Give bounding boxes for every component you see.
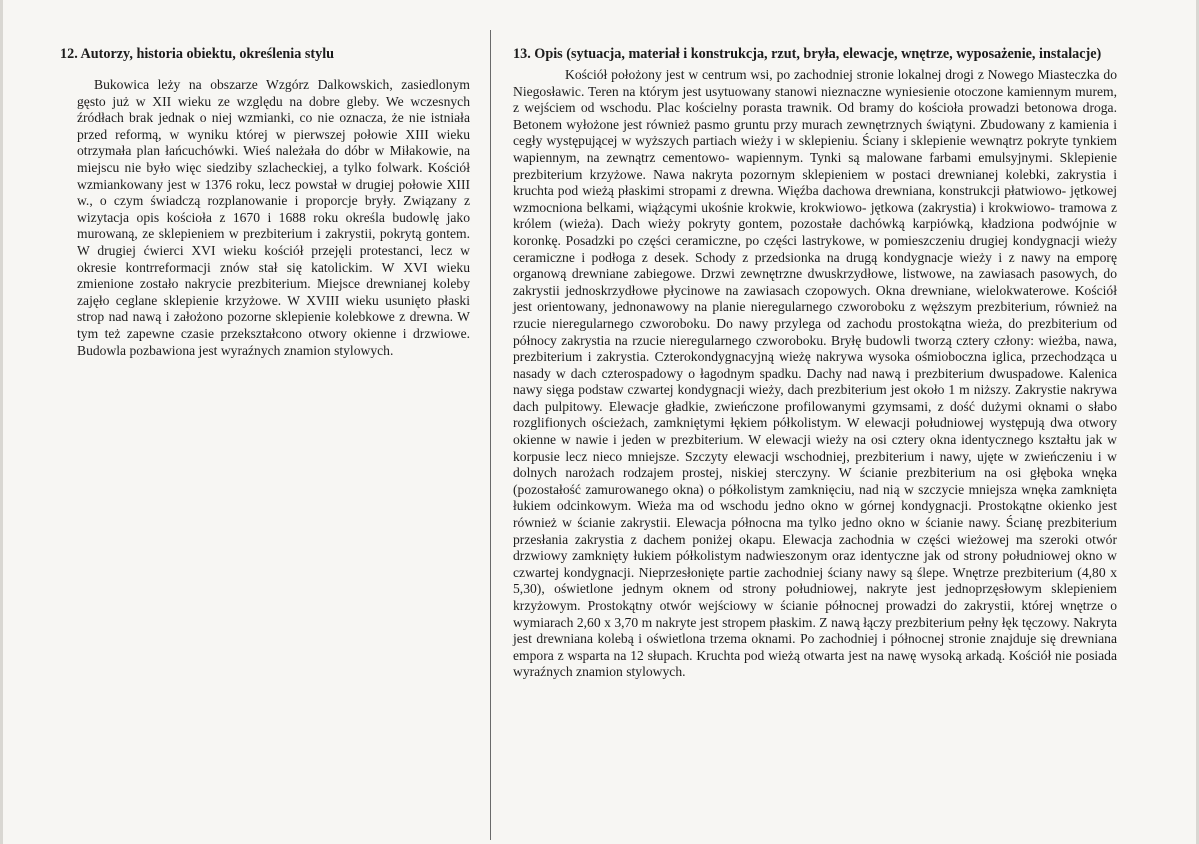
column-divider — [490, 30, 491, 840]
section-13-heading: 13. Opis (sytuacja, materiał i konstrukcja, rzut, bryła, elewacje, wnętrze, wyposażenie, instalacje) — [513, 46, 1102, 62]
page-edge-left — [0, 0, 3, 844]
section-13-text: Kościół położony jest w centrum wsi, po zachodniej stronie lokalnej drogi z Nowego Miasteczka do Niegosławic. Teren na którym jest usytuowany stanowi nieznaczne wyniesienie otoczone kamiennym murem, z wejściem od wschodu. Plac kościelny porasta trawnik. Od bramy do kościoła prowadzi betonowa droga. Betonem wyłożone jest również pasmo gruntu przy murach zewnętrznych świątyni. Zbudowany z kamienia i cegły występującej w wyższych partiach wieży i w sklepieniu. Ściany i sklepienie wewnątrz pokryte tynkiem wapiennym, na zewnątrz cementowo- wapiennym. Tynki są malowane farbami emulsyjnymi. Sklepienie prezbiterium krzyżowe. Nawa nakryta pozornym sklepieniem w postaci drewnianej kolebki, zakrystia i kruchta pod wieżą płaskimi stropami z drewna. Więźba dachowa drewniana, konstrukcji płatwiowo- jętkowej wzmocniona belkami, wiążącymi ukośnie krokwie, krokwiowo- jętkowa (zakrystia) i krokwiowo- tramowa z królem (wieża). Dach wieży pokryty gontem, pozostałe dachówką karpiówką, kładziona podwójnie w koronkę. Posadzki po części ceramiczne, po części lastrykowe, w pomieszczeniu drugiej kondygnacji wieży ceramiczne i podłoga z desek. Schody z przedsionka na drugą kondygnacje wieży i z nawy na emporę organową drewniane zabiegowe. Drzwi zewnętrzne dwuskrzydłowe, listwowe, na zawiasach pasowych, do zakrystii jednoskrzydłowe płycinowe na zawiasach czopowych. Okna drewniane, wielokwaterowe. Kościół jest orientowany, jednonawowy na planie nieregularnego czworoboku z węższym prezbiterium, również na rzucie nieregularnego czworoboku. Do nawy przylega od zachodu prostokątna wieża, do prezbiterium od północy zakrystia na rzucie nieregularnego czworoboku. Bryłę budowli tworzą cztery człony: wieżba, nawa, prezbiterium i zakrystia. Czterokondygnacyjną wieżę nakrywa wysoka ośmioboczna iglica, przechodząca u nasady w dach czterospadowy o łagodnym spadku. Dachy nad nawą i prezbiterium dwuspadowe. Kalenica nawy sięga podstaw czwartej kondygnacji wieży, dach prezbiterium jest około 1 m niższy. Zakrystie nakrywa dach pulpitowy. Elewacje gładkie, zwieńczone profilowanymi gzymsami, z dość dużymi oknami o słabo rozglifionych ościeżach, zamkniętymi łękiem półkolistym. W elewacji południowej występują dwa otwory okienne w nawie i jeden w prezbiterium. W elewacji wieży na osi cztery okna identycznego kształtu jak w korpusie lecz nieco mniejsze. Szczyty elewacji wschodniej, prezbiterium i nawy, ujęte w zwieńczeniu i w dolnych narożach rodzajem prostej, niskiej sterczyny. W ścianie prezbiterium na osi głęboka wnęka (pozostałość zamurowanego okna) o półkolistym zamknięciu, nad nią w szczycie mniejsza wnęka zamknięta łukiem odcinkowym. Wieża ma od wschodu jedno okno w górnej kondygnacji. Prostokątne okienko jest również w ścianie zakrystii. Elewacja północna ma tylko jedno okno w ścianie nawy. Ścianę prezbiterium przesłania zakrystia z dachem poniżej okapu. Elewacja zachodnia w części wieżowej ma szeroki otwór drzwiowy zamknięty łukiem półkolistym nadwieszonym oraz identyczne jak od strony południowej okno w czwartej kondygnacji. Nieprzesłonięte partie zachodniej ściany nawy są ślepe. Wnętrze prezbiterium (4,80 x 5,30), oświetlone jednym oknem od strony południowej, nakryte jest jednoprzęsłowym sklepieniem krzyżowym. Prostokątny otwór wejściowy w ścianie północnej prowadzi do zakrystii, której wnętrze o wymiarach 2,60 x 3,70 m nakryte jest stropem płaskim. Z nawą łączy prezbiterium pełny łęk tęczowy. Nakryta jest drewniana kolebą i oświetlona trzema oknami. Po zachodniej i północnej stronie znajduje się drewniana empora z wsparta na 12 słupach. Kruchta pod wieżą otwarta jest na nawę wysoką arkadą. Kościół nie posiada wyraźnych znamion stylowych. — [513, 67, 1117, 680]
section-13-column — [513, 46, 1117, 681]
section-12-column — [60, 46, 470, 359]
section-12-heading: 12. Autorzy, historia obiektu, określenia stylu — [60, 46, 335, 62]
section-13-body — [513, 67, 1117, 681]
section-12-body — [60, 77, 470, 359]
section-12-text: Bukowica leży na obszarze Wzgórz Dalkowskich, zasiedlonym gęsto już w XII wieku ze względu na dobre gleby. We wczesnych źródłach brak jednak o niej wzmianki, co nie oznacza, że nie istniała przed reformą, w wyniku której w pierwszej połowie XIII wieku otrzymała plan łańcuchówki. Wieś należała do dóbr w Miłakowie, na miejscu nie było więc siedziby szlacheckiej, a tylko folwark. Kościół wzmiankowany jest w 1376 roku, lecz powstał w drugiej połowie XIII w., o czym świadczą rozplanowanie i proporcje bryły. Związany z wizytacja opis kościoła z 1670 i 1688 roku określa budowlę jako murowaną, ze sklepieniem w prezbiterium i zakrystii, pokrytą gontem. W drugiej ćwierci XVI wieku kościół przejęli protestanci, lecz w okresie kontrreformacji znów stał się katolickim. W XVI wieku zmienione zostało nakrycie prezbiterium. Miejsce drewnianej koleby zajęło ceglane sklepienie krzyżowe. W XVIII wieku usunięto płaski strop nad nawą i założono pozorne sklepienie kolebkowe z drewna. W tym też zapewne czasie przekształcono otwory okienne i drzwiowe. Budowla pozbawiona jest wyraźnych znamion stylowych. — [77, 77, 470, 358]
